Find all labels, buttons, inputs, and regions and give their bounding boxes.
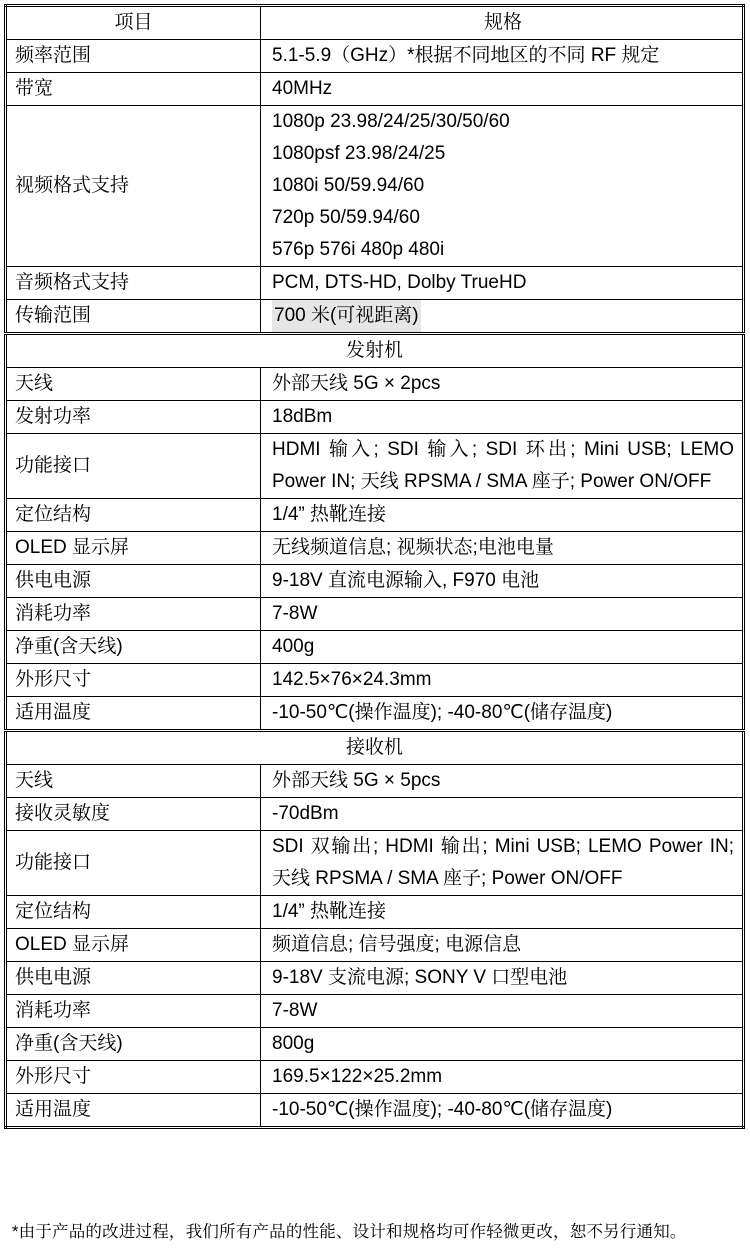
- spec-row: [6, 995, 744, 1028]
- spec-value-line: 800g: [272, 1033, 315, 1054]
- spec-value-line: 1080i 50/59.94/60: [272, 175, 425, 196]
- table-header-row: [6, 6, 744, 40]
- spec-value-line: -10-50℃(操作温度); -40-80℃(储存温度): [272, 1099, 613, 1120]
- spec-row: [6, 106, 744, 267]
- section-title: 发射机: [6, 334, 744, 368]
- spec-value: [261, 697, 744, 731]
- spec-value: [261, 664, 744, 697]
- spec-value-line: -10-50℃(操作温度); -40-80℃(储存温度): [272, 702, 613, 723]
- spec-label: 外形尺寸: [6, 1061, 261, 1094]
- spec-value: [261, 565, 744, 598]
- spec-label: 消耗功率: [6, 995, 261, 1028]
- spec-label: 定位结构: [6, 499, 261, 532]
- spec-row: [6, 434, 744, 499]
- spec-row: [6, 831, 744, 896]
- spec-value: [261, 73, 744, 106]
- spec-row: [6, 929, 744, 962]
- spec-value: [261, 434, 744, 499]
- footnote: *由于产品的改进过程，我们所有产品的性能、设计和规格均可作轻微更改，恕不另行通知。: [12, 1223, 687, 1241]
- spec-label: 适用温度: [6, 697, 261, 731]
- spec-value-line: 9-18V 支流电源; SONY V 口型电池: [272, 967, 568, 988]
- spec-value-line: 1/4” 热靴连接: [272, 504, 387, 525]
- spec-label: 功能接口: [6, 831, 261, 896]
- spec-value-line: 1080p 23.98/24/25/30/50/60: [272, 111, 510, 132]
- spec-value-line: 5.1-5.9（GHz）*根据不同地区的不同 RF 规定: [272, 45, 660, 66]
- spec-value-line: 频道信息; 信号强度; 电源信息: [272, 934, 522, 955]
- spec-label: 功能接口: [6, 434, 261, 499]
- spec-row: [6, 40, 744, 73]
- spec-value-line: 7-8W: [272, 603, 318, 624]
- spec-value-line: 1/4” 热靴连接: [272, 901, 387, 922]
- spec-row: [6, 532, 744, 565]
- spec-row: [6, 962, 744, 995]
- spec-label: 净重(含天线): [6, 1028, 261, 1061]
- spec-value: [261, 798, 744, 831]
- spec-row: [6, 499, 744, 532]
- spec-value: [261, 1061, 744, 1094]
- spec-value: [261, 1094, 744, 1128]
- spec-value-line: 400g: [272, 636, 315, 657]
- spec-value: [261, 401, 744, 434]
- spec-label: 外形尺寸: [6, 664, 261, 697]
- spec-value-line: 无线频道信息; 视频状态;电池电量: [272, 537, 554, 558]
- spec-row: [6, 896, 744, 929]
- spec-value: [261, 896, 744, 929]
- spec-value: [261, 267, 744, 300]
- spec-row: [6, 631, 744, 664]
- spec-row: [6, 1094, 744, 1128]
- spec-row: [6, 664, 744, 697]
- spec-table: [4, 4, 745, 1129]
- spec-row: [6, 798, 744, 831]
- spec-label: 带宽: [6, 73, 261, 106]
- spec-row: [6, 368, 744, 401]
- spec-row: [6, 267, 744, 300]
- spec-value-line: 外部天线 5G × 5pcs: [272, 770, 441, 791]
- spec-row: [6, 697, 744, 731]
- header-item: 项目: [6, 6, 261, 40]
- spec-value-line: 9-18V 直流电源输入, F970 电池: [272, 570, 540, 591]
- spec-value-line: SDI 双输出; HDMI 输出; Mini USB; LEMO Power IN; 天线 RPSMA / SMA 座子; Power ON/OFF: [272, 836, 734, 889]
- spec-value-line: 169.5×122×25.2mm: [272, 1066, 443, 1087]
- spec-value: [261, 532, 744, 565]
- spec-value: [261, 106, 744, 267]
- spec-label: 视频格式支持: [6, 106, 261, 267]
- spec-label: OLED 显示屏: [6, 532, 261, 565]
- receiver-section-row: [6, 731, 744, 765]
- spec-label: 天线: [6, 368, 261, 401]
- spec-label: OLED 显示屏: [6, 929, 261, 962]
- spec-row: [6, 300, 744, 334]
- header-spec: 规格: [261, 6, 744, 40]
- spec-value-line: 1080psf 23.98/24/25: [272, 143, 446, 164]
- spec-label: 净重(含天线): [6, 631, 261, 664]
- section-title: 接收机: [6, 731, 744, 765]
- spec-label: 发射功率: [6, 401, 261, 434]
- spec-value: [261, 598, 744, 631]
- spec-label: 定位结构: [6, 896, 261, 929]
- spec-row: [6, 73, 744, 106]
- spec-label: 音频格式支持: [6, 267, 261, 300]
- spec-value-line: 40MHz: [272, 78, 333, 99]
- spec-value-line: HDMI 输入; SDI 输入; SDI 环出; Mini USB; LEMO Power IN; 天线 RPSMA / SMA 座子; Power ON/OFF: [272, 439, 734, 492]
- spec-value: [261, 499, 744, 532]
- spec-label: 传输范围: [6, 300, 261, 334]
- spec-value: [261, 831, 744, 896]
- spec-label: 适用温度: [6, 1094, 261, 1128]
- spec-value-line: PCM, DTS-HD, Dolby TrueHD: [272, 272, 527, 293]
- spec-row: [6, 565, 744, 598]
- spec-row: [6, 1028, 744, 1061]
- spec-value-line: 7-8W: [272, 1000, 318, 1021]
- spec-label: 天线: [6, 765, 261, 798]
- spec-value-line: 142.5×76×24.3mm: [272, 669, 432, 690]
- transmitter-section-row: [6, 334, 744, 368]
- spec-value: [261, 929, 744, 962]
- spec-value: [261, 962, 744, 995]
- spec-value-line: 18dBm: [272, 406, 333, 427]
- spec-value-line: 720p 50/59.94/60: [272, 207, 420, 228]
- spec-value: [261, 631, 744, 664]
- spec-row: [6, 401, 744, 434]
- spec-value: [261, 368, 744, 401]
- spec-label: 接收灵敏度: [6, 798, 261, 831]
- spec-label: 供电电源: [6, 962, 261, 995]
- spec-label: 供电电源: [6, 565, 261, 598]
- spec-row: [6, 765, 744, 798]
- spec-value: [261, 40, 744, 73]
- spec-row: [6, 1061, 744, 1094]
- spec-value: [261, 1028, 744, 1061]
- spec-value: [261, 765, 744, 798]
- spec-value: [261, 995, 744, 1028]
- spec-row: [6, 598, 744, 631]
- spec-value: [261, 300, 744, 334]
- spec-label: 频率范围: [6, 40, 261, 73]
- spec-value-line: 外部天线 5G × 2pcs: [272, 373, 441, 394]
- spec-label: 消耗功率: [6, 598, 261, 631]
- spec-value-line: 576p 576i 480p 480i: [272, 239, 445, 260]
- spec-value-line: 700 米(可视距离): [272, 300, 421, 332]
- spec-value-line: -70dBm: [272, 803, 339, 824]
